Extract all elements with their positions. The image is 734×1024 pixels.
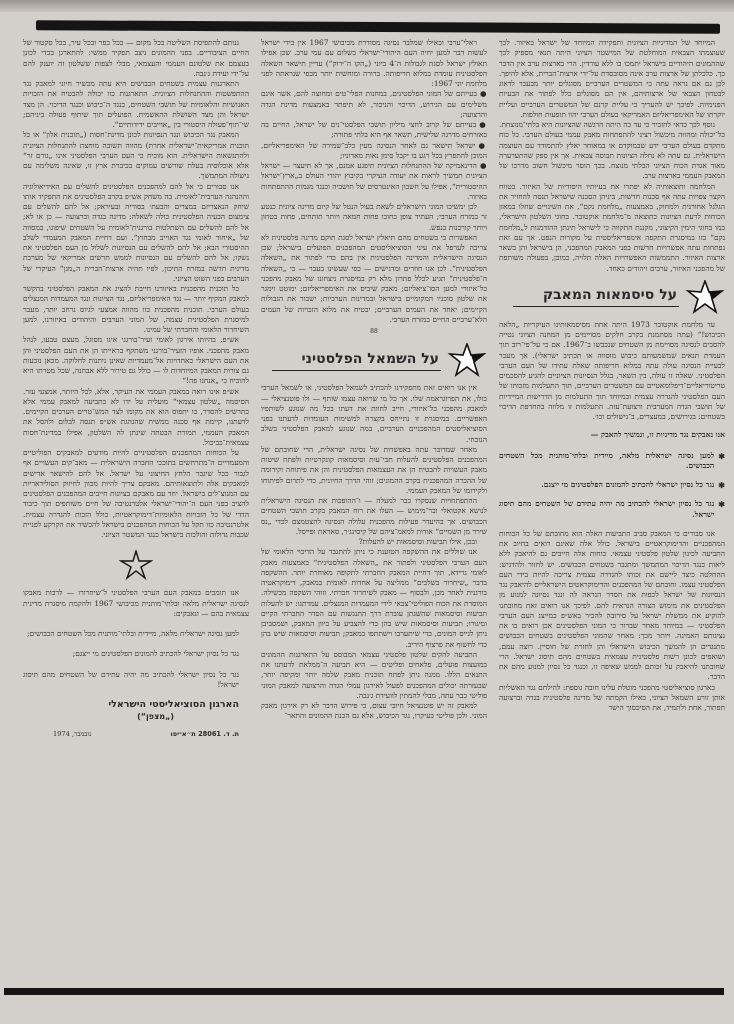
summary-intro: אנו נאבקים נגד מדיניות זו, ונמשיך להאבק — xyxy=(590,430,725,440)
po-box: ת. ד. 28061 ת״א־יפו xyxy=(170,729,239,738)
demand-text: למען נסיגה ישראלית מלאה, מיידית ובלתי־מותנית מכל השטחים הכבושים. xyxy=(499,450,715,470)
bullet-item xyxy=(261,89,487,120)
section-heading xyxy=(261,343,487,377)
demand-text: נגד כל נסיון ישראלי להכתיב מה יהיה עתידם של השטחים מהם תיסוג ישראל. xyxy=(499,499,715,519)
paragraph: האפשרות כי בשטחים מהם תיאלץ ישראל לסגת תוקם מדינה פלסטינית לא צריכה לערפל את עיני הסוציאליסטים המהפכנים הפועלים בישראל; שכן הנסיגה הישראלית והמדינה הפלסטינית אין בהם כדי לפתור את „השאלה הפלסטינית“. לכן אנו חוזרים ומדגישים — כפי שעשינו בעבר — כי „השאלה ה־פלסטינית“ תגיע לכלל פתרון מלא רק במיסגרת ניצחונו של מאבק מהפכני כל־איזורי למען הסו־ציאליזם; מאבק שיביס את האימפריאליזם; ימוטט וימגר את שלטון סוכניו המקומיים בישראל ובמדינות הערביות; ישבור את הגבולות הקיימים; יאחד את העמים הערביים; יבטיח את מלוא הזכויות של העמים הלא־ערביים החיים במזרח הערבי. xyxy=(261,232,487,324)
closing-demand: נגד כל נסיון ישראלי להכתיב מה יהיה עתידם של השטחים מהם תיסוג ישראל! xyxy=(23,669,239,689)
paragraph: אין אנו רואים זאת מתפקידנו להכתיב לשמאל הפלסטיני, או לשמאל הערבי כולו, את הפרוגראמה שלו. אך כל מי שרואה עצמו שותף — ולו פוטנציאלי — למאבק מהפכני כל־איזורי, חייב לחוות את דעתו בכל מה שנוגע לשותפיו האפשריים. במיסגרת זו נתייחס בקצרה למשימות העומדות לדעתנו בפני הסוציאליסטים המהפכניים הערביים, במה שנוגע למאבק הפלסטיני בשלב הנוכחי. xyxy=(261,383,487,444)
paragraph: אנו סבורים כי המאבק סביב התביעות האלה הוא מחובתם של כל הכוחות המהפכניים והדימוקראטיים בישראל. כולל אלה שאינם רואים בחיוב את התביעה לכינון שלטון פלסטיני עצמאי. כוחות אלה חייבים גם להיאבק ללא ליאות כנגד הדיכוי המתמשך ומתגבר בשטחים הכבושים. יש לחזור ולהדגיש: ההחלטה כיצד ליישם את זכותו להגדרה עצמית צריכה להיות בידי העם הפלסטיני עצמו. וחובתם של המהפכנים והדימוקראטים הישראליים להיאבק נגד הנסיונות של ישראל לכפות את הסדר הנראה לה ונגד נסיונה למנוע מן הפלסטינים את מימוש הצורה הנראית להם. לפיכך אנו רואים זאת מחובתנו להוקיע את ממשלת ישראל על סירובה להכיר באש״פ כמייצג העם הערבי הפלסטיני — במיוחד מאחר שברור כי המוני הפלסטינים אכן רואים בו את נציגותם האמינה. ויותר מכך: מאחר שהמוני הפלסטינים בשטחים הכבושים מתנגדים הן להמשך הכיבוש הישראלי והן לחזרת של חוסיין. רוצה עמם, ושואפים לכונן רשות פלסטינית עצמאית בשטחים מהם תיסוג ישראל. הרי שחובתנו להיאבק על זכותם לממש שאיפה זו, וכנגד כל נסיון למנוע מהם את הדבר. xyxy=(499,528,725,682)
footer-line xyxy=(23,729,249,739)
bullet-text: בעייתם של קרוב לחצי מיליון תושבי הפלסטי־נים של ישראל, החיים בה כאזרחים מדרגה שלישית, תשאר אף היא בלתי פתורה; xyxy=(261,120,487,140)
paragraph: כל תוכנית מהפכנית באיזורנו חייבת להציג את המאבק הפלסטיני בהקשר למאבק המקיף יותר — נגד האימפריאליזם, נגד הציונות ונגד המעמדות המנצלים בעולם הערבי. תוכנית מהפכנית כזו מהווה אמצעי לגיוס נרחב יותר, מעבר למיסגרת הפלסטינית עצמה, של המוני הערבים והיהודים באיזורנו, למען השיחרור הלאומי והחברתי של עמינו. xyxy=(23,284,249,334)
heading-slogans: על סיסמאות המאבק xyxy=(513,286,679,307)
star-icon xyxy=(119,550,153,580)
paragraph: עד מלחמת אוקטובר 1973 היתה אחת מסיסמאותינו העיקריות „הלאה הכיבוש!“ (עתה מסתמנת בקרב חלקים מסויימים מן המחנה הציוני נטייה להסכים לנסיגה מסויימת מן השטחים שנכבשו ב־1967. אם כי על־פי־רוב תוך העמדת תנאים שמשמעותם כיבוש מוסווה או תכתיב ישראלי). אך מעבר לבעיית הנסיגה עולה עתה במלוא חריפותה שאלת עתידו של העם הערבי הפלסטיני. שאלה זו עולה, בין השאר, בגלל הנסיונות הציוניים להגיע להסכמים טריטוריאליים־דיפלומאטיים עם המשטרים הערביים, תוך התעלמות מזכותו של העם הפלסטיני להגדרה עצמית ובמיוחד תוך התעלמות מן הדרישות המיידיות של תושבי הגדה המערבית ורצועת־עזה. התעלמות זו מלווה בהחרפת הדיכוי בשטחים: בגירושים, במעצרים, ב־נישולים וכו׳. xyxy=(499,319,725,421)
paragraph: לכן ימשיכו המוני הישראלים לשאת בעול הנטל של קיום מדינה ציונית כנטע זר במזרח הערבי; העתיד צופן בחובו פחות חמאה ויותר תותחים, פחות בטחון ויותר קורבנות בנפש. xyxy=(261,202,487,232)
demands-list xyxy=(499,451,725,520)
bullet-item xyxy=(261,120,487,141)
middle-column xyxy=(261,38,487,982)
closing-demand: למען נסיגה ישראלית מלאה, מיידית ובלתי־מותנית מכל השטחים הכבושים; xyxy=(27,629,239,638)
paragraph: נוסף לכך כדאי להזכיר כי עד כה היתה הרגשה שהציונות היא בלתי־מנוצחת. כל־יכולה ומהווה מיכשול רציני להתפתחות מאבק עממי בעולם הערבי. כל כוח מתקדם בעולם הערבי ידע שבמוקדם או במאוחר יאלץ להתמודד עם העוצמה הישראלית. גם עתה לא נחלה הציונות תבוסה צבאית. אך אין ספק שהתערערה מאוד אגדת הכוח הציוני הבלתי מנוצח. בכך הוסר מיכשול חשוב מדרכו של המאבק העממי בארצות ערב. xyxy=(499,120,725,181)
paragraph: אנו שוללים את ההשקפה הטוענת כי ניתן להתגבר על הדיכוי הלאומי של העם הערבי הפלסטיני ולפתור את „השאלה הפלסטינית“ באמצעות מאבק לאומי גרידא, תוך דחיית המאבק החברתי לתקופה מאוחרת יותר. ההשקפה בדבר „שיחרור בשלבים“ ממליצה על אחדות לאומית במאבק, דימוקראטיה בורגנית לאחר מכן, ולבסוף — מאבק לשיחרור חברתי. וזוהי השקפה מכשילה. המוסרת את הכוח הפוליטי־צבאי לידי המעמדות המנצלים. עמדתנו: יש להעלות תביעות וסיסמאות שהשגתן עוברת דרך התנגשות עם הסדר החברתי הקיים ומיגורו; תביעות וסיסמאות שיש בהן כדי להצביע על כיוון המאבק, ושמסביבן ניתן לגייס המונים, כדי שיתערבו וישתתפו במאבק; תביעות וסיסמאות שיש בהן כדי לחשוף את פרצוף היריב. xyxy=(261,547,487,649)
demand-item xyxy=(499,451,725,472)
left-column xyxy=(23,38,249,982)
star-icon xyxy=(685,280,725,314)
right-column xyxy=(499,38,725,982)
paragraph: המיוחד של המדיניות הציונית ותפקידה המיוחד של ישראל באיזור. לכך שעוצמתו הצבאית המוחלטת של המישטר הציוני היתה תנאי מספיק לכך שההמונים היהודיים בישראל יתמכו בו ללא עורדין. הרי בארצות ערב אין הדבר כך. כלכלתן של ארצות ערב אינה מסובסדת על־ידי ארצות־הברית, אלא להיפך. לכן גם אם נראה עתה כי המשטרים הערביים מסוגלים יותר מבעבר לדאוג לבטחון הצבאי של ארצותיהם, אין הם מסוגלים כלל לפתור את הבעיות הפנימיות. לפיכך יש להעריך כי עליית קרנם של המשטרים הערביים ועליית יוקרתו של האימפריאליזם האמריקאי בעולם הערבי יהוו תופעות חולפות. xyxy=(499,38,725,119)
paragraph: ובכן, אילו תביעות וסיסמאות יש להעלות? xyxy=(358,537,477,546)
bullet-dot-icon: ● xyxy=(479,161,487,170)
paragraph: ראלי־ערבי וכאילו שמלבד נסיגה מסודרת מכיבושי 1967 אין בידי ישראל לעשות דבר למען יחיה העם היהודי־ישראלי בשלום עם עמי ערב. שכן אפילו תאולץ ישראל לסגת לגבולות ה־4 ביוני („הקו ה־ירוק“) עדיין תישאר השאלה הפלסטינית עומדת במלוא חריפותה. ברורה ומוחשית יותר מכפי שנראתה לפני מלחמת יוני 1967: xyxy=(261,38,487,88)
bullet-text: הדינאמיקה של ההתנחלות הציונית תיפגע אמנם, אך לא תיעצר — ישראל הציונית תמשיך לראות את יעודה העיקרי בקיבוץ יהודי העולם ב„ארץ־ישראל ההיסטורית“, אפילו על חשבון האינטרסים של תושביה וכנגד מגמות ההתפתחות באיזור. xyxy=(261,161,487,201)
bullet-item xyxy=(261,161,487,202)
star-bullet-icon: ✱ xyxy=(718,450,725,461)
star-icon xyxy=(447,343,487,377)
bullet-text: בעייתם של המוני הפלסטינים, במחנות הפלי־טים ומחוצה להם, אשר אינם משלימים עם הגירוש, הדיכוי והניכור, לא תיפתר באמצעות מדינת הגדה והרצועה; xyxy=(261,89,487,119)
paragraph: התארגנות עצמית בשטחים הכבושים היא עתה מכשיר חיוני למאבק נגד ההתפשטות וההתנחלות הציונית. התארגנות כזו יכולה להבטיח את הזכויות האנושיות והלאומיות של תושבי השטחים, כנגד ה־כיבוש וכנגד הדיכוי. הן מצד ישראל והן מצד השושלת ההאשמית. הפועלים תוך שיתוף פעולה ביניהם; שי־תוף־פעולה היסטורי בין „אוייבים ידידותיים“. xyxy=(23,79,249,129)
publication-date: נובמבר, 1974 xyxy=(53,729,92,738)
paragraph: אנו סבורים כי אל להם למהפכנים הפלסטינים להשלים עם האידיאולוגיה וההנהגה הערבית־לאומית. בה משחק אש״פ בקרב הפלסטינים את התפקיד אותו שיחק הנאצריזם במצרים והבעת׳ בסוריה ובעיראק; אל להם להשלים עם צימצום הבעיה הפלסטינית כולה לשאלה: מדינה בגדה וברצועה — כן או לא; אל להם להשלים עם השתלטות בורגנית־לאומית על השטחים שיפונו, במסווה של „איחוד לאומי נגד האוייב מבחוץ“. ועם דחיית המאבק המעמדי לשלב ההיסטורי הבא; אל להם להשלים עם הנסיונות לשלול מן העם הפלסטיני את נשקו; אל להם להשלים עם הנסיונות לממש תרשים אמריקאי של מערכת מדינית חדשה במזרח התיכון, לפיו תהיה ארצות־הברית ה„מגן“ העיקרי של הערבים בפני השוט הציוני. xyxy=(23,181,249,283)
paragraph: המלחמה ותוצאותיה לא יפתרו את בעיותיו היסודיות של האיזור. בטווח הקצר צפויות עתה אף סכנות חדשות, ביניהן הסכנה שישראל תנסה להחזיר את הגלגל אחורנית ולמחוק, באמצעות „מלחמת נקם“, את השינויים שחלו במאזן הכוחות לרעת הציונות כתוצאה מ־מלחמת אוקטובר. בחוגי השלטון הישראלי, כמו בחוגי הימין הקיצוני, מקננת התקווה כי לישראל תינתן ההזדמנות ל„מלחמת נקם“ כזו במיסגרת התקפה אימפריאליסטית על מקורות הנפט. אך עם זאת נפתחות עתה אפשרויות חדשות בפני המאבק המהפכני, הן בישראל והן בשאר ארצות האיזור. התממשות האפשרויות האלה תלויה, כמובן, בפעולה משותפת של מהפכני האיזור, ערבים ויהודים כאחד. xyxy=(499,181,725,273)
demand-item xyxy=(499,499,725,520)
bottom-black-rule xyxy=(4,988,724,995)
top-black-rule xyxy=(36,20,720,34)
page-top-strip xyxy=(0,0,734,12)
bullet-text: ישראל תישאר גם לאחר הנסיגה מעין כלב־שמירה של האימפריאליזם, המוכן להתפרץ בכל רגע בו יקבל סימן נאות מאדוניו; xyxy=(261,140,487,160)
paragraph: ההתפתחויות שנסקרו כבר למעלה — ו־ההופכות את הנסיגה הישראלית לנושא אקטואלי ובר־מימוש — העלו את רוח המאבק בקרב תושבי השטחים הכבושים. אך בהיעדר פעילות מהפכנית עלולה הנסיגה להצטמצם לכדי „נס שירד מן השמיים“ אודות למאמ־ציהם של קיסינג׳ר, סאדאת ופייסל. xyxy=(261,496,487,536)
closing-statement xyxy=(23,588,249,690)
paragraph: אש״פ, בהיותו אירגון לאומי זעיר־בורגני אינו מסוגל, מעצם טבעו, לנהל מאבק מהפכני. אופיו הזעיר־בורגני משתקף בראייתו הן את העם הפלסטיני והן את העם הישראלי כאחדויות אל־מעמדיות שאינן ניתנות לחלוקה. מכאן נובעות גם צורות המאבק המיוחדות לו — כולל גם טירור ללא אבחנה, שכל מטרתו היא להוכיח כי „אנחנו פה!“ xyxy=(23,335,249,386)
closing-demand: נגד כל נסיון ישראלי להכתיב להמונים הפלסטינים מי ייצגם; xyxy=(72,649,239,659)
page-number: 88 xyxy=(370,328,378,335)
bullet-dot-icon: ● xyxy=(478,140,487,150)
demand-text: נגד כל נסיון ישראלי להכתיב להמונים הפלסטינים מי ייצגם. xyxy=(541,480,715,489)
paragraph: אש״פ אינו רואה במאבק העממי את העיקר, אלא, לכל היותר, אמצעי עזר. הסיסמה „שלטון עצמאי“ מועלית על ידו לא כתביעה למאבק עממי אלא כתרשים להסדר, בו יתפוס הוא את מקומו לצד המש־טרים הערבים הקיימים. לדעתנו, קיימת אף סכנה ממשית שהנהגת אש״פ תנסה לבלום ולהסל את המאבק העממי, תמורת הבטחה שינתן לה השלטון, אפילו במדינת־חסות עצמאית־כביכול. xyxy=(23,386,249,447)
paragraph: התביעה להקים שלטון פלסטיני עצמאי המבוסס על התארגנות ההמונים במועצות פועלים, פלאחים ופליטים — היא תביעה ה־ממלאת לדעתנו את התנאים הללו. ממנה ניתן לפתח תוכנית מאבק שלמה יותר ומקיפה יותר, שבעזרתה יכולים המהפכנים לפעול לאירגון עמלי הגדה והרצועה למאבק המוני פוליטי כבר עתה, מבלי להמתין לוועידת ג׳נבה. xyxy=(261,649,487,700)
paragraph: כארגון סוציאליסטי מהפכני מוטלת עלינו חובה נוספת: להילחם נגד האשליות אותן זורע השמאל הציוני, כאילו הקמתה של מדינה פלסטינית בגדה וברצועה תפתור, אחת ולתמיד, את הסיכסוך הישר xyxy=(499,682,725,712)
demand-item xyxy=(499,480,725,490)
heading-palestinian-left: על השמאל הפלסטיני xyxy=(272,350,441,371)
star-bullet-icon: ✱ xyxy=(718,480,725,490)
newspaper-page xyxy=(20,38,725,982)
organization-signature: הארגון הסוציאליסטי הישראלי xyxy=(108,699,239,710)
section-heading xyxy=(499,280,725,314)
paragraph: למאבק זה יש פוטנציאל חיובי עצום, כי פירוש הדבר לא רק אירגון מאבק המוני. ולכן פוליטי בעיקרו, נגד הכיבוש, אלא גם הכנת ההמונים והתאר־ xyxy=(261,701,487,721)
paragraph: גנותם להתפיסת השליטה בכל מקום — בכל כפר ובכל עיר, בכל סקטור של החיים הציבוריים. בפני ההמונים ניצב תפקיד ממשי: להתארגן בכדי לכונן בעצמם את שלטונם העממי והעצמאי, מבלי לצפות ששלטון זה יוענק להם על־ידי ועידת ג׳נבה. xyxy=(23,38,249,78)
bullet-dot-icon: ● xyxy=(479,89,487,99)
organization-subtitle: („מצפן“) xyxy=(137,712,174,722)
paragraph: מאחר שמדובר עתה באפשרות של נסיגה ישראלית, הרי שחובתם של המהפכנים הפלסטינים להעלות תבי־עות וסיסמאות קונקרטיות ולפתח שיטות מאבק העשויות להבטיח הן את העצמאות הפלסטינית והן את פיתוחה וקידומה של ההכרה המהפכנית בקרב ההמונים; זוהי הדרך החיונית, כדי לתרום לפיתוחו ולקידומו של המאבק העממי. xyxy=(261,444,487,495)
closing-paragraph: אנו תומכים במאבק העם הערבי הפלסטיני ל־שיחרורו — לרבות מאבקו לנסיגה ישראלית מלאה ובלתי־מותנית מכיבושי 1967 ולהקמת מיסגרת מדינית עצמאית בהם — ונאבקים: xyxy=(23,588,249,618)
star-bullet-icon: ✱ xyxy=(718,499,725,510)
bullet-item xyxy=(261,141,487,162)
paragraph: על הכוחות המהפכנים הפלסטיניים להיות מודעים למאבקים הפוליטיים והמעמדיים ה־מתרחשים בתוככי החברה הישראלית — מאב־קים העשויים אף לגבור ככל שיגבר הלחץ החיצוני על ישראל. אל להם להישאר אדישים למאבקים אלה ולתוצאותיהם. מאבקם צריך להיות מכוון לחיזוק הסולידאריות עם המנוצ־לים בישראל. יחד עם מאבקם בציונות חייבים המהפכנים הפלסטינים להציב בפני העם ה־יהודי־ישראלי אלטרנטיבה של חיים משותפים תוך כיבוד הדדי של כל הזכויות הלאומיות־דימוקראטיות, כולל הזכות להגדרה עצמית. אלטרנטיבה כזו תקל על הכוחות המהפכנים בישראל להכשיר את הקרקע לפניית שכבות גדולות והולכות בישראל כנגד המשטר הציוני. xyxy=(23,448,249,539)
bullet-dot-icon: ● xyxy=(479,120,487,129)
paragraph: המאבק נגד הכיבוש ונגד הנסיונות לכונן מדינת־חסות („תוכנית אלון“ או כל תוכנית אמריקאית־ישראלית אחרת) מהווה תשובה מוחצת להתנחלות הציונית ולהתנשאות הישראלית. הוא מוכיח כי העם הערבי הפלסטיני אינו „גורם זר“ אלא אוכלוסיה בעלת שורשים עמוקים בכיברת ארץ זו, שאינה משלימה עם נישולה המתמשך. xyxy=(23,130,249,181)
